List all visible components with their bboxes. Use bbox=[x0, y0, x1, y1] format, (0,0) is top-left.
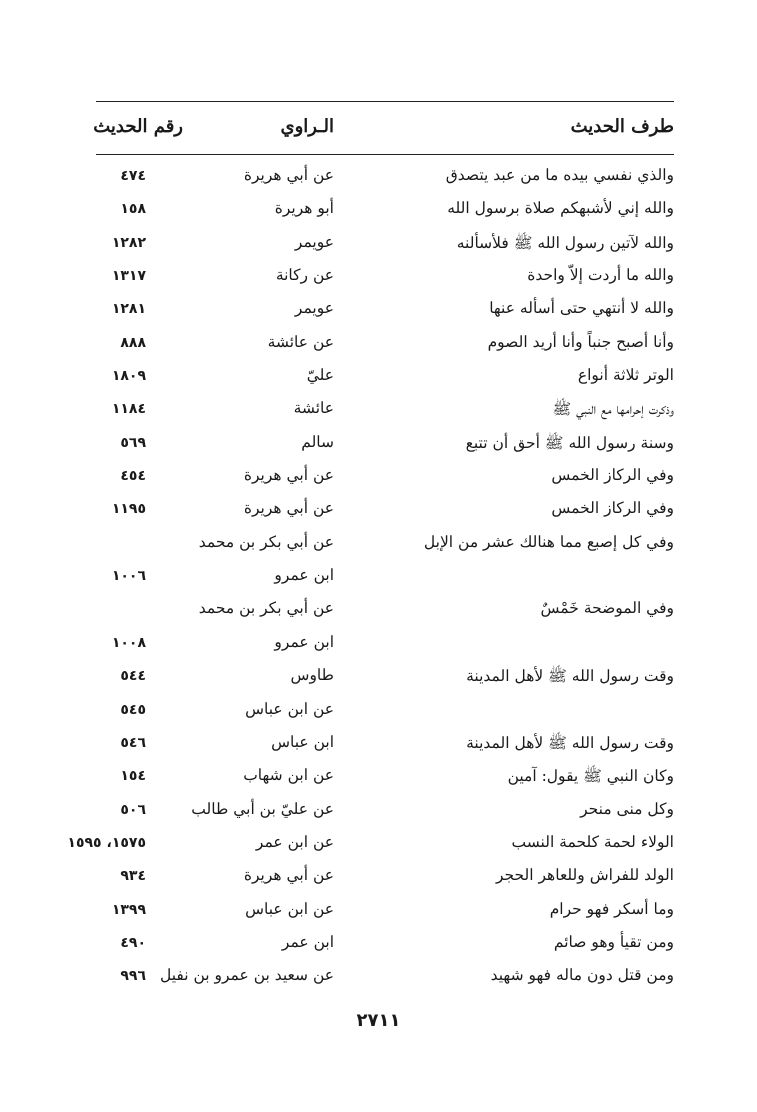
narrator-cell: ابن عمرو bbox=[274, 566, 334, 585]
hadith-start-cell: ومن قتل دون ماله فهو شهيد bbox=[490, 966, 674, 985]
hadith-number-cell: ٩٣٤ bbox=[120, 868, 146, 885]
narrator-cell: عليّ bbox=[306, 366, 334, 385]
page-number: ٢٧١١ bbox=[356, 1010, 401, 1031]
hadith-start-cell: والله إني لأشبهكم صلاة برسول الله bbox=[447, 199, 674, 218]
table-row bbox=[96, 860, 674, 893]
hadith-number-cell: ١١٩٥ bbox=[111, 501, 146, 518]
hadith-start-cell: وكل منى منحر bbox=[580, 799, 674, 818]
narrator-cell: عن ابن عباس bbox=[245, 699, 334, 718]
hadith-start-cell: الولاء لحمة كلحمة النسب bbox=[511, 832, 674, 851]
top-rule bbox=[96, 101, 674, 102]
hadith-number-cell: ٥٤٤ bbox=[120, 668, 146, 685]
table-header bbox=[93, 104, 674, 154]
hadith-number-cell: ١٥٤ bbox=[120, 768, 146, 785]
header-hadith-number: رقم الحديث bbox=[93, 116, 183, 137]
narrator-cell: عويمر bbox=[294, 232, 334, 251]
narrator-cell: عن ابن عمر bbox=[255, 832, 334, 851]
hadith-number-cell: ١١٨٤ bbox=[111, 401, 146, 418]
table-row bbox=[96, 293, 674, 326]
narrator-cell: ابن عباس bbox=[271, 732, 334, 751]
hadith-number-cell: ١٥٧٥، ١٥٩٥ bbox=[67, 834, 146, 851]
hadith-start-cell: وفي الركاز الخمس bbox=[551, 466, 674, 485]
table-row bbox=[96, 660, 674, 693]
hadith-number-cell: ١٣١٧ bbox=[111, 268, 146, 285]
table-row bbox=[67, 827, 674, 860]
narrator-cell: عويمر bbox=[294, 299, 334, 318]
hadith-start-cell: وقت رسول الله ﷺ لأهل المدينة bbox=[466, 667, 674, 686]
narrator-cell: أبو هريرة bbox=[274, 199, 334, 218]
hadith-number-cell: ١٠٠٨ bbox=[111, 634, 146, 651]
table-row bbox=[96, 460, 674, 493]
table-row bbox=[96, 493, 674, 526]
hadith-number-cell: ٥٦٩ bbox=[120, 434, 146, 451]
hadith-start-cell: وسنة رسول الله ﷺ أحق أن تتبع bbox=[465, 433, 674, 452]
hadith-start-cell: وأنا أصبح جنباً وأنا أريد الصوم bbox=[487, 332, 674, 351]
hadith-number-cell: ٤٩٠ bbox=[120, 934, 146, 951]
header-hadith-start: طرف الحديث bbox=[570, 116, 674, 137]
hadith-number-cell: ١٨٠٩ bbox=[111, 368, 146, 385]
table-row bbox=[96, 527, 674, 560]
narrator-cell: ابن عمر bbox=[281, 932, 334, 951]
hadith-number-cell: ١٢٨٢ bbox=[111, 234, 146, 251]
narrator-cell: عن سعيد بن عمرو بن نفيل bbox=[159, 966, 334, 985]
table-row bbox=[96, 260, 674, 293]
narrator-cell: عن ابن شهاب bbox=[243, 766, 334, 785]
narrator-cell: عائشة bbox=[293, 399, 334, 418]
narrator-cell: عن عائشة bbox=[267, 332, 334, 351]
table-row bbox=[96, 627, 674, 660]
narrator-cell: عن أبي بكر بن محمد bbox=[198, 599, 334, 618]
narrator-cell: سالم bbox=[301, 432, 334, 451]
hadith-number-cell: ٥٤٦ bbox=[120, 734, 146, 751]
table-row bbox=[96, 593, 674, 626]
hadith-start-cell: وكان النبي ﷺ يقول: آمين bbox=[507, 767, 674, 786]
hadith-start-cell: الوتر ثلاثة أنواع bbox=[577, 366, 674, 385]
table-row bbox=[96, 227, 674, 260]
hadith-number-cell: ١٠٠٦ bbox=[111, 568, 146, 585]
hadith-number-cell: ٤٧٤ bbox=[120, 168, 146, 184]
narrator-cell: عن أبي هريرة bbox=[243, 166, 334, 184]
table-row bbox=[96, 560, 674, 593]
hadith-start-cell: والله لا أنتهي حتى أسأله عنها bbox=[489, 299, 674, 318]
table-row bbox=[96, 427, 674, 460]
hadith-start-cell: والذي نفسي بيده ما من عبد يتصدق bbox=[445, 166, 674, 184]
table-row bbox=[96, 727, 674, 760]
narrator-cell: عن أبي بكر بن محمد bbox=[198, 532, 334, 551]
hadith-number-cell: ٥٤٥ bbox=[120, 701, 146, 718]
hadith-number-cell: ١٥٨ bbox=[120, 201, 146, 218]
hadith-start-cell: والله لآتين رسول الله ﷺ فلأسألنه bbox=[456, 233, 674, 252]
hadith-start-cell: ومن تقيأ وهو صائم bbox=[553, 932, 674, 951]
table-row bbox=[96, 760, 674, 793]
narrator-cell: عن ابن عباس bbox=[245, 899, 334, 918]
narrator-cell: عن أبي هريرة bbox=[243, 466, 334, 485]
hadith-start-cell: والله ما أردت إلاّ واحدة bbox=[527, 266, 674, 285]
narrator-cell: عن ركانة bbox=[275, 266, 334, 285]
hadith-start-cell: وفي الموضحة خَمْسٌ bbox=[540, 599, 674, 618]
index-table bbox=[67, 160, 674, 994]
hadith-number-cell: ١٢٨١ bbox=[111, 301, 146, 318]
table-row bbox=[96, 327, 674, 360]
table-row bbox=[96, 360, 674, 393]
narrator-cell: ابن عمرو bbox=[274, 632, 334, 651]
hadith-start-cell: وذكرت إحرامها مع النبي ﷺ bbox=[552, 400, 674, 419]
hadith-start-cell: الولد للفراش وللعاهر الحجر bbox=[495, 866, 674, 885]
hadith-number-cell: ٥٠٦ bbox=[120, 801, 146, 818]
table-row bbox=[96, 393, 674, 426]
hadith-number-cell: ٤٥٤ bbox=[120, 468, 146, 485]
header-narrator: الـراوي bbox=[280, 116, 334, 137]
hadith-start-cell: وقت رسول الله ﷺ لأهل المدينة bbox=[466, 733, 674, 752]
table-row bbox=[96, 694, 674, 727]
narrator-cell: طاوس bbox=[290, 666, 334, 685]
hadith-start-cell: وفي كل إصبع مما هنالك عشر من الإبل bbox=[423, 532, 674, 551]
table-row bbox=[96, 794, 674, 827]
hadith-start-cell: وما أسكر فهو حرام bbox=[549, 899, 674, 918]
table-row bbox=[96, 193, 674, 226]
hadith-number-cell: ٨٨٨ bbox=[120, 334, 146, 351]
table-row bbox=[96, 960, 674, 993]
header-rule bbox=[96, 154, 674, 155]
narrator-cell: عن أبي هريرة bbox=[243, 499, 334, 518]
hadith-start-cell: وفي الركاز الخمس bbox=[551, 499, 674, 518]
hadith-number-cell: ٩٩٦ bbox=[120, 968, 146, 985]
hadith-number-cell: ١٣٩٩ bbox=[111, 901, 146, 918]
narrator-cell: عن أبي هريرة bbox=[243, 866, 334, 885]
table-row bbox=[96, 894, 674, 927]
narrator-cell: عن عليّ بن أبي طالب bbox=[191, 799, 334, 818]
table-row bbox=[96, 160, 674, 193]
table-row bbox=[96, 927, 674, 960]
